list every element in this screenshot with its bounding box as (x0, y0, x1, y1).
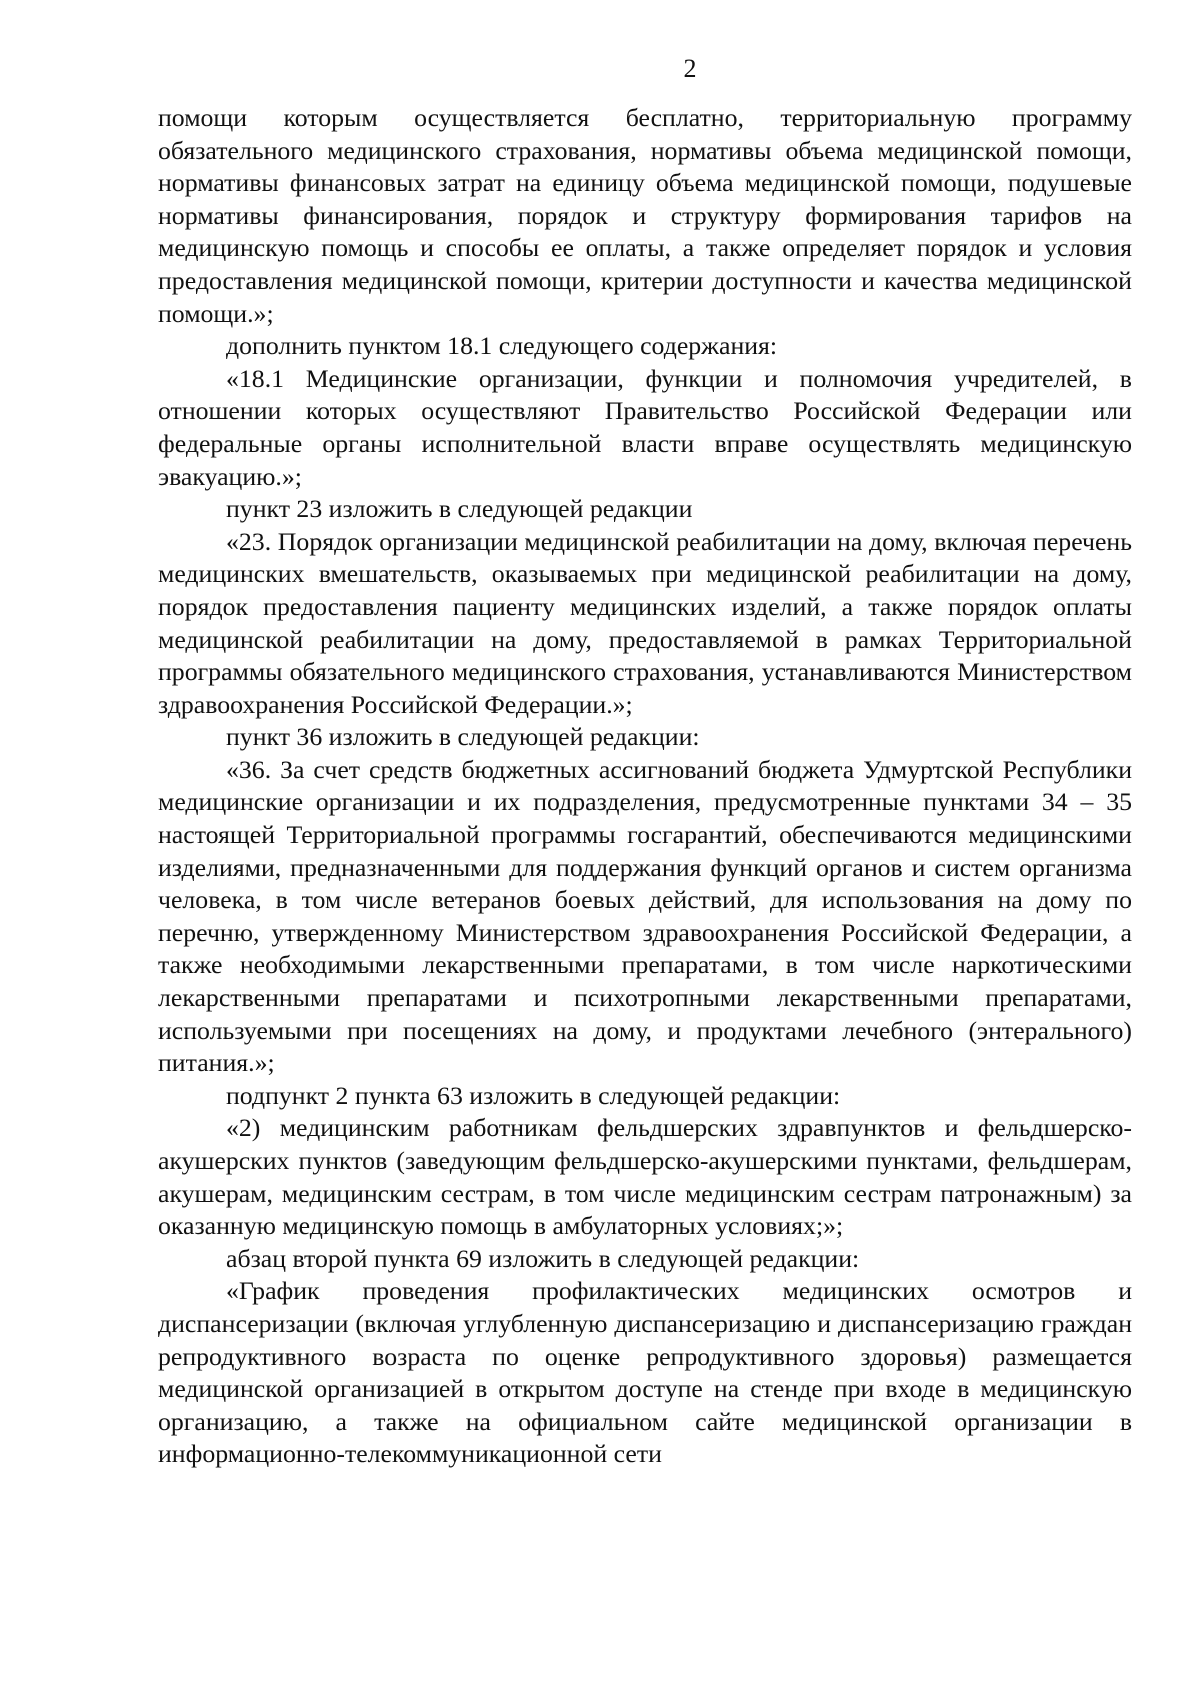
paragraph: пункт 23 изложить в следующей редакции (226, 494, 693, 524)
paragraph: «График проведения профилактических медицинских осмотров и диспансеризации (включая углубленную диспансеризацию и диспансеризацию граждан репродуктивного возраста по оценке репродуктивного здоровья) размещается медицинской организацией в открытом доступе на стенде при входе в медицинскую организацию, а также на официальном сайте медицинской организации в информационно-телекоммуникационной сети (158, 1276, 1132, 1469)
page-number: 2 (683, 54, 697, 83)
paragraph: подпункт 2 пункта 63 изложить в следующей редакции: (226, 1080, 841, 1110)
paragraph: «36. За счет средств бюджетных ассигнований бюджета Удмуртской Республики медицинские организации и их подразделения, предусмотренные пунктами 34 – 35 настоящей Территориальной программы госгарантий, обеспечиваются медицинскими изделиями, предназначенными для поддержания функций органов и систем организма человека, в том числе ветеранов боевых действий, для использования на дому по перечню, утвержденному Министерством здравоохранения Российской Федерации, а также необходимыми лекарственными препаратами, в том числе наркотическими лекарственными препаратами и психотропными лекарственными препаратами, используемыми при посещениях на дому, и продуктами лечебного (энтерального) питания.»; (158, 754, 1132, 1078)
paragraph: дополнить пунктом 18.1 следующего содержания: (226, 331, 778, 361)
paragraph: помощи которым осуществляется бесплатно, территориальную программу обязательного медицинского страхования, нормативы объема медицинской помощи, нормативы финансовых затрат на единицу объема медицинской помощи, подушевые нормативы финансирования, порядок и структуру формирования тарифов на медицинскую помощь и способы ее оплаты, а также определяет порядок и условия предоставления медицинской помощи, критерии доступности и качества медицинской помощи.»; (158, 103, 1132, 328)
paragraph: абзац второй пункта 69 изложить в следующей редакции: (226, 1243, 860, 1273)
paragraph: «18.1 Медицинские организации, функции и полномочия учредителей, в отношении которых осуществляют Правительство Российской Федерации или федеральные органы исполнительной власти вправе осуществлять медицинскую эвакуацию.»; (158, 363, 1132, 491)
document-body (158, 102, 1132, 1471)
paragraph: пункт 36 изложить в следующей редакции: (226, 722, 700, 752)
paragraph: «23. Порядок организации медицинской реабилитации на дому, включая перечень медицинских вмешательств, оказываемых при медицинской реабилитации на дому, порядок предоставления пациенту медицинских изделий, а также порядок оплаты медицинской реабилитации на дому, предоставляемой в рамках Территориальной программы обязательного медицинского страхования, устанавливаются Министерством здравоохранения Российской Федерации.»; (158, 526, 1132, 719)
paragraph: «2) медицинским работникам фельдшерских здравпунктов и фельдшерско-акушерских пунктов (заведующим фельдшерско-акушерскими пунктами, фельдшерам, акушерам, медицинским сестрам, в том числе медицинским сестрам патронажным) за оказанную медицинскую помощь в амбулаторных условиях;»; (158, 1113, 1132, 1241)
